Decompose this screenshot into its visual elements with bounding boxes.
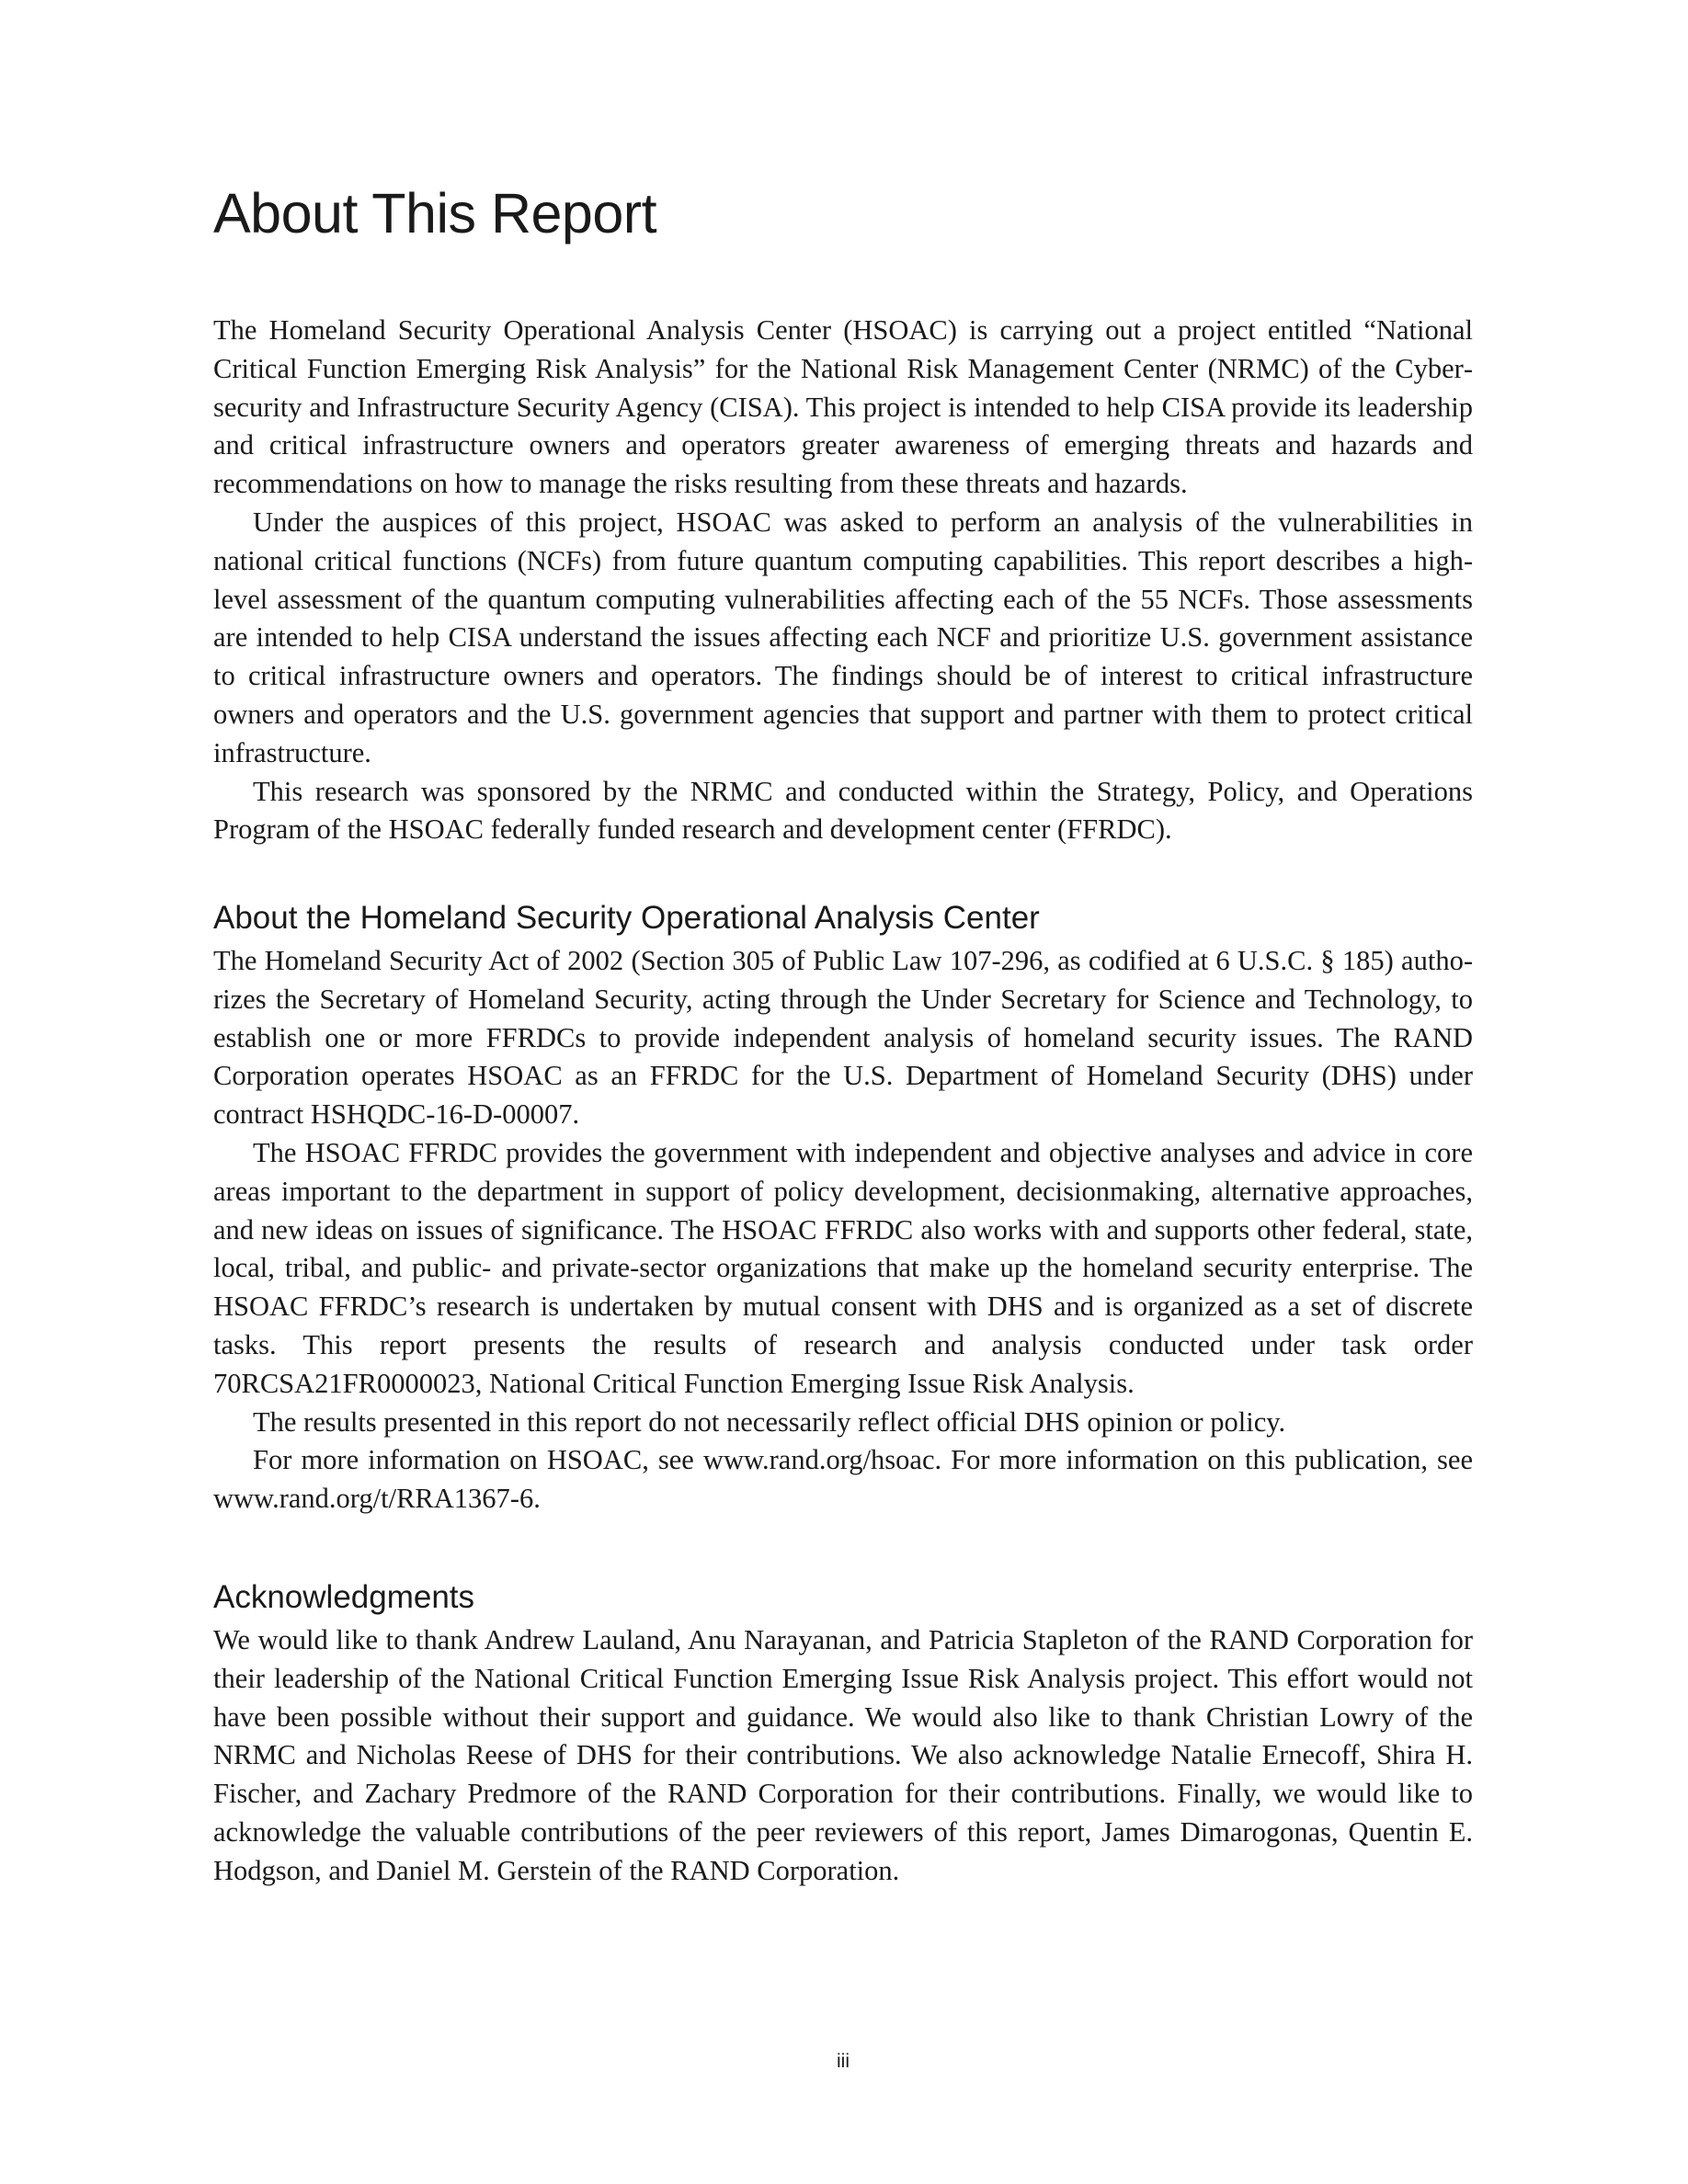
hsoac-paragraph: The HSOAC FFRDC provides the government with independent and objective analyses and advice in core areas important to the department in support of policy development, decisionmaking, alternative approaches, and new ideas on issues of significance. The HSOAC FFRDC also works with and supports other federal, state, local, tribal, and public- and private-sector organizations that make up the homeland security enterprise. The HSOAC FFRDC’s research is undertaken by mutual consent with DHS and is organized as a set of discrete tasks. This report presents the results of research and analysis conducted under task order 70RCSA21FR0000023, National Critical Function Emerging Issue Risk Analysis. (213, 1136, 1473, 1399)
hsoac-paragraph: For more information on HSOAC, see www.rand.org/hsoac. For more information on this publication, see www.rand.org/t/RRA1367-6. (213, 1444, 1473, 1515)
acknowledgments-section (213, 1577, 1473, 1891)
hsoac-heading: About the Homeland Security Operational Analysis Center (213, 900, 1040, 936)
intro-paragraph: The Homeland Security Operational Analysis Center (HSOAC) is carrying out a project entitled “National Critical Function Emerging Risk Analysis” for the National Risk Management Center (NRMC) of the Cybersecurity and Infrastructure Security Agency (CISA). This project is intended to help CISA provide its leadership and critical infrastructure owners and operators greater awareness of emerging threats and hazards and recommendations on how to manage the risks resulting from these threats and hazards. (213, 314, 1473, 500)
intro-paragraph: This research was sponsored by the NRMC and conducted within the Strategy, Policy, and Operations Program of the HSOAC federally funded research and development center (FFRDC). (213, 775, 1473, 846)
page-title: About This Report (213, 182, 657, 245)
intro-paragraph: Under the auspices of this project, HSOAC was asked to perform an analysis of the vulnerabilities in national critical functions (NCFs) from future quantum computing capabilities. This report describes a high-level assessment of the quantum computing vulnerabilities affecting each of the 55 NCFs. Those assessments are intended to help CISA understand the issues affecting each NCF and prioritize U.S. government assistance to critical infrastructure owners and operators. The findings should be of interest to critical infrastructure owners and operators and the U.S. government agencies that support and partner with them to protect critical infrastructure. (213, 506, 1473, 768)
acknowledgments-paragraph: We would like to thank Andrew Lauland, Anu Narayanan, and Patricia Stapleton of the RAND Corporation for their leadership of the National Critical Function Emerging Issue Risk Analysis project. This effort would not have been possible without their support and guidance. We would also like to thank Christian Lowry of the NRMC and Nicholas Reese of DHS for their contributions. We also acknowledge Natalie Ernecoff, Shira H. Fischer, and Zachary Predmore of the RAND Corporation for their contributions. Finally, we would like to acknowledge the valuable contributions of the peer reviewers of this report, James Dimarogonas, Quentin E. Hodgson, and Daniel M. Gerstein of the RAND Corporation. (213, 1624, 1473, 1886)
intro-section (213, 312, 1473, 849)
hsoac-paragraph: The Homeland Security Act of 2002 (Section 305 of Public Law 107-296, as codified at 6 U.S.C. § 185) authorizes the Secretary of Homeland Security, acting through the Under Secretary for Science and Technology, to establish one or more FFRDCs to provide independent analysis of homeland security issues. The RAND Corporation operates HSOAC as an FFRDC for the U.S. Department of Homeland Security (DHS) under contract HSHQDC-16-D-00007. (213, 945, 1473, 1131)
hsoac-paragraph: The results presented in this report do not necessarily reflect official DHS opinion or policy. (253, 1405, 1286, 1438)
page-number: iii (837, 2051, 850, 2072)
acknowledgments-heading: Acknowledgments (213, 1579, 475, 1615)
hsoac-section (213, 898, 1473, 1519)
